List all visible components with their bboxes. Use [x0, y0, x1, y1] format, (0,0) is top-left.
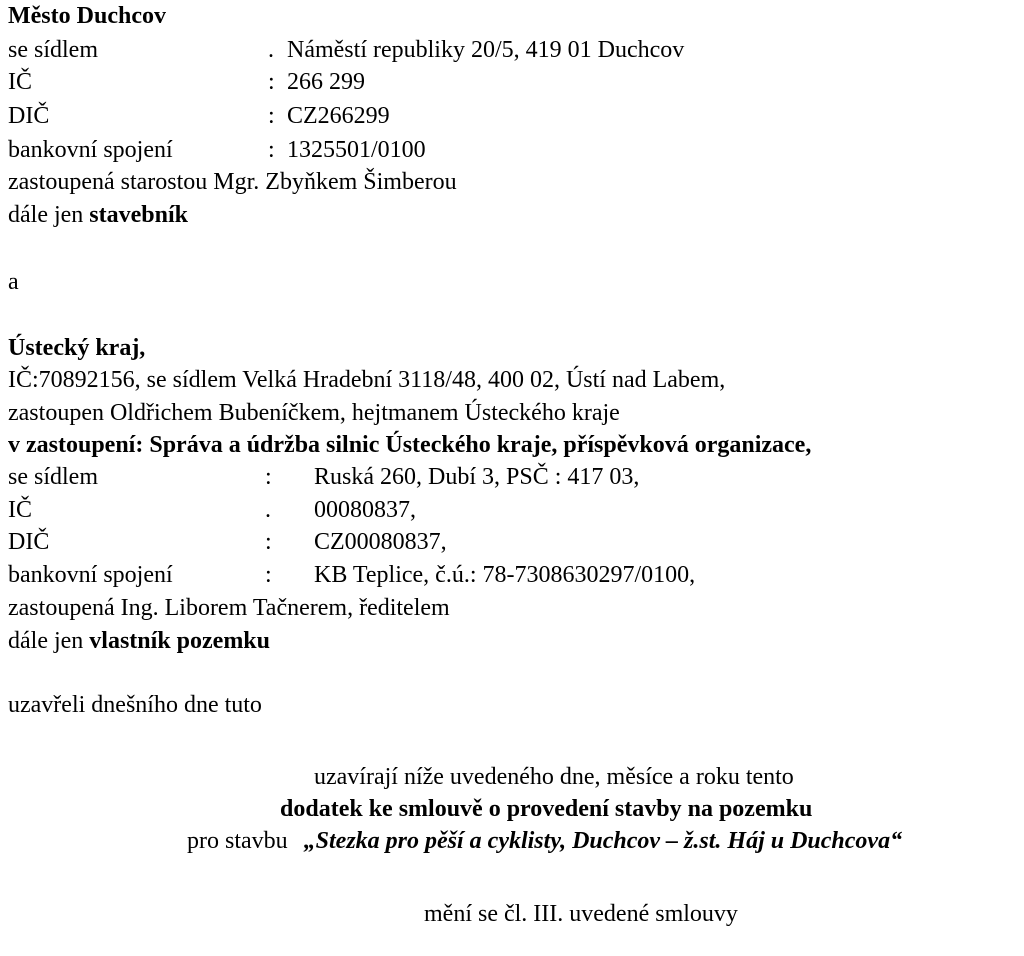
party2-role: vlastník pozemku [89, 628, 270, 654]
intro-line: uzavírají níže uvedeného dne, měsíce a roku tento [314, 764, 794, 790]
party1-row-label: bankovní spojení [8, 137, 173, 163]
party1-row-sep: . [268, 37, 274, 63]
concluded-statement: uzavřeli dnešního dne tuto [8, 692, 262, 718]
party1-row-sep: : [268, 103, 275, 129]
party2-row-value: KB Teplice, č.ú.: 78-7308630297/0100, [314, 562, 696, 588]
conjunction-and: a [8, 269, 19, 295]
party2-row-sep: : [265, 529, 272, 555]
party2-row-label: bankovní spojení [8, 562, 173, 588]
party1-row-sep: : [268, 137, 275, 163]
hereinafter-prefix: dále jen [8, 628, 90, 654]
project-prefix: pro stavbu [187, 828, 294, 854]
party1-row-value: 266 299 [287, 69, 365, 95]
party2-row-value: 00080837, [314, 497, 416, 523]
party2-name: Ústecký kraj, [8, 335, 146, 361]
party2-row-sep: : [265, 562, 272, 588]
party1-row-value: CZ266299 [287, 103, 390, 129]
party1-represented: zastoupená starostou Mgr. Zbyňkem Šimberou [8, 169, 457, 195]
project-line [187, 829, 902, 853]
party1-role: stavebník [89, 202, 188, 228]
party1-row-label: se sídlem [8, 37, 98, 63]
party2-hereinafter [8, 629, 270, 653]
party1-hereinafter [8, 203, 188, 227]
party1-row-label: IČ [8, 69, 32, 95]
party1-name: Město Duchcov [8, 3, 166, 29]
party1-row-sep: : [268, 69, 275, 95]
hereinafter-prefix: dále jen [8, 202, 90, 228]
change-statement: mění se čl. III. uvedené smlouvy [424, 901, 738, 927]
party2-represented2: zastoupená Ing. Liborem Tačnerem, ředitelem [8, 595, 450, 621]
project-name: „Stezka pro pěší a cyklisty, Duchcov – ž.st. Háj u Duchcova“ [303, 828, 903, 854]
document-title: dodatek ke smlouvě o provedení stavby na pozemku [280, 796, 813, 822]
party1-row-value: 1325501/0100 [287, 137, 426, 163]
party2-represented: zastoupen Oldřichem Bubeníčkem, hejtmanem Ústeckého kraje [8, 400, 620, 426]
party1-row-value: Náměstí republiky 20/5, 419 01 Duchcov [287, 37, 685, 63]
party1-row-label: DIČ [8, 103, 50, 129]
party2-row-value: Ruská 260, Dubí 3, PSČ : 417 03, [314, 464, 640, 490]
party2-ic-address: IČ:70892156, se sídlem Velká Hradební 3118/48, 400 02, Ústí nad Labem, [8, 367, 726, 393]
party2-row-label: se sídlem [8, 464, 98, 490]
party2-row-value: CZ00080837, [314, 529, 447, 555]
party2-row-sep: . [265, 497, 271, 523]
party2-row-sep: : [265, 464, 272, 490]
party2-row-label: DIČ [8, 529, 50, 555]
party2-row-label: IČ [8, 497, 32, 523]
party2-proxy: v zastoupení: Správa a údržba silnic Ústeckého kraje, příspěvková organizace, [8, 432, 812, 458]
